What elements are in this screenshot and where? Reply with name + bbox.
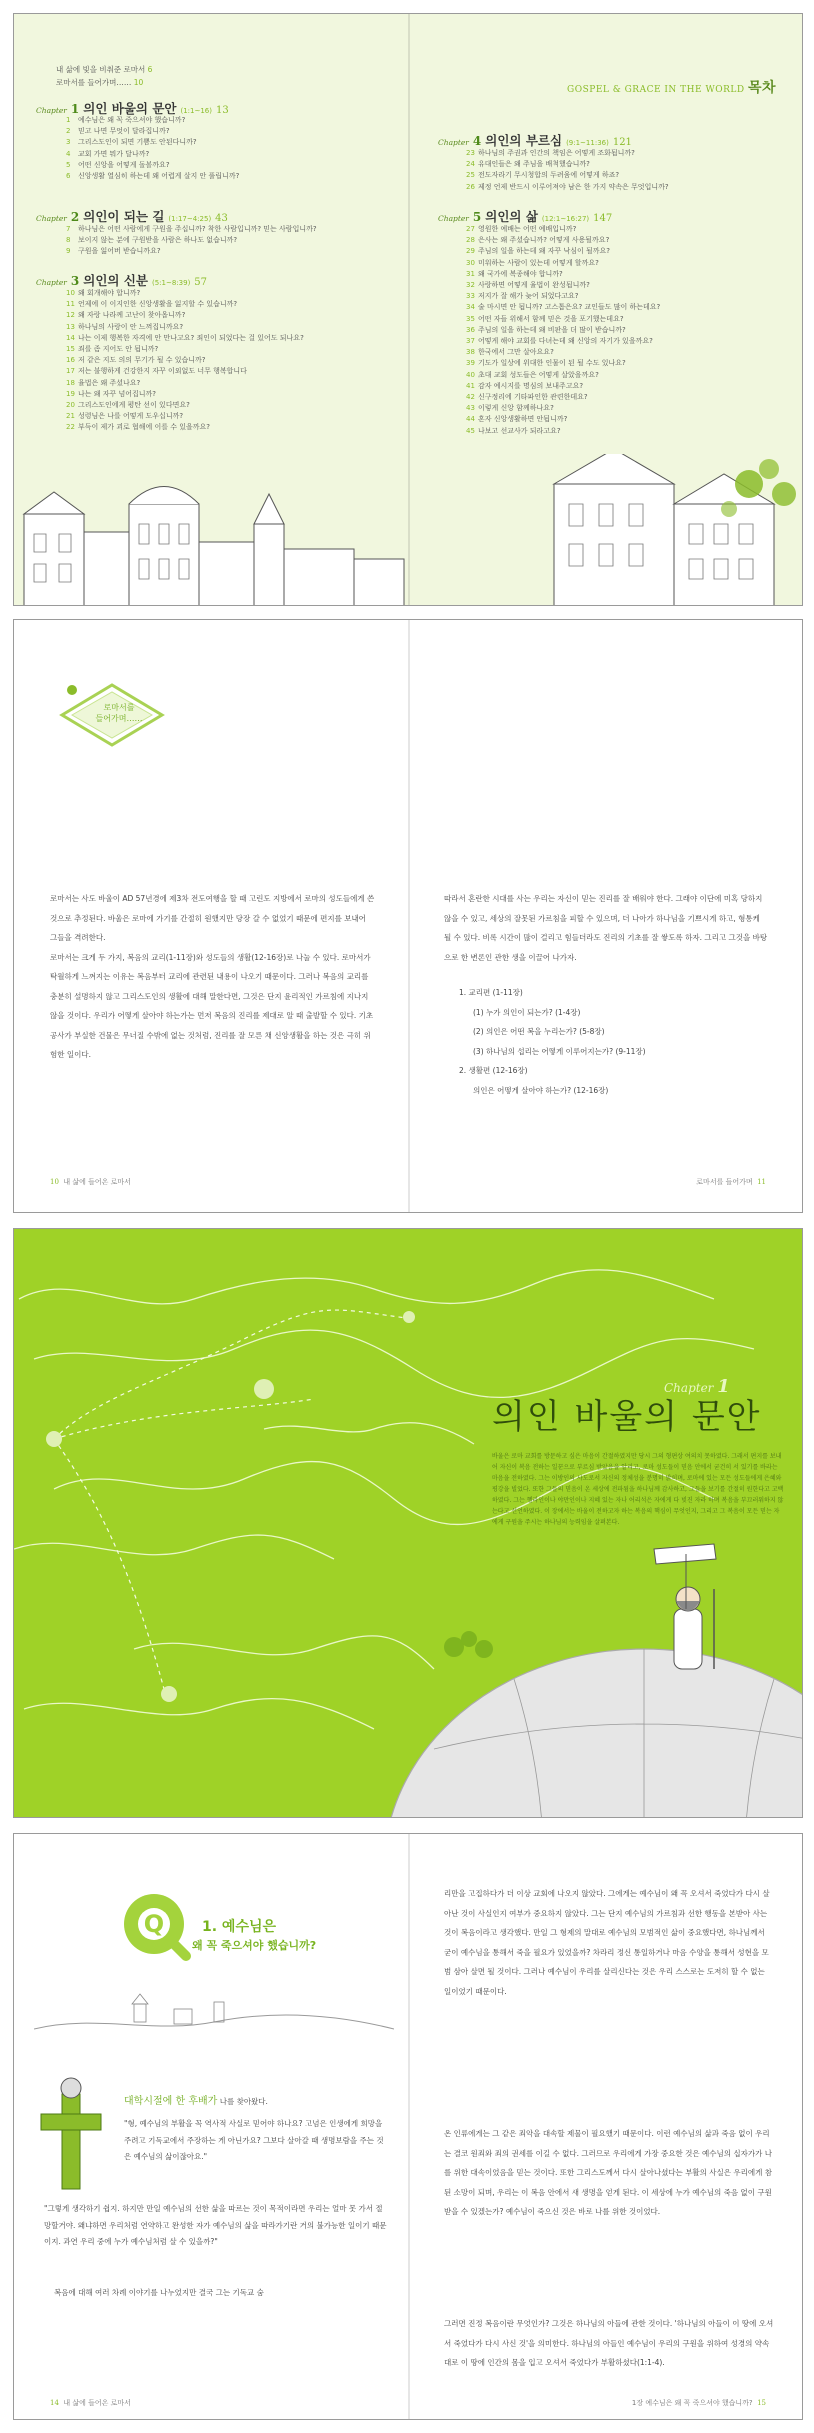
cross-illustration: [36, 2074, 106, 2194]
page-gutter: [408, 1834, 410, 2419]
chapter-label: Chapter: [438, 214, 469, 223]
toc-item[interactable]: 38 한국에서 그만 살아요요?: [466, 348, 554, 357]
toc-item[interactable]: 42 신구정리에 기타파인한 관련한데요?: [466, 393, 588, 402]
toc-item[interactable]: 12 왜 자랑 나라께 고난이 찾아옵니까?: [66, 311, 186, 320]
toc-intro-1[interactable]: [56, 64, 152, 75]
chapter-number: 4: [472, 134, 482, 148]
chapter-title: 의인이 되는 길: [83, 209, 165, 224]
toc-item[interactable]: 39 기도가 일상에 위대한 인물이 된 될 수도 있나요?: [466, 359, 626, 368]
folio-right: [632, 2398, 766, 2408]
chapter-range: (1:1~16): [180, 107, 212, 115]
toc-item[interactable]: 4 교회 가면 뭐가 달나까?: [66, 149, 150, 158]
toc-list-chapter-5: [466, 224, 660, 437]
toc-item[interactable]: 13 하나님의 사랑이 안 느껴집니까요?: [66, 322, 184, 331]
toc-item[interactable]: 16 저 같은 지도 의의 무기가 될 수 있습니까?: [66, 356, 206, 365]
toc-chapter-2[interactable]: [36, 207, 228, 225]
folio-page-number: 10: [50, 1178, 59, 1186]
intro-left-text: 로마서는 사도 바울이 AD 57년경에 제3차 전도여행을 할 때 고린도 지방에서 로마의 성도들에게 쓴 것으로 추정된다. 바울은 로마에 가기를 간절히 원했지만 당장 갈 수 없었기 때문에 편지를 보내어 그들을 격려한다. 로마서는 크게 두 가지, 복음의 교리(1-11장)와 성도들의 생활(12-16장)로 나눌 수 있다. 로마서가 탁월하게 느껴지는 이유는 복음부터 교리에 관련된 내용이 나오기 때문이다. 그러나 복음의 교리를 충분히 설명하지 않고 그리스도인의 생활에 대해 말한다면, 그것은 단지 윤리적인 가르침에 지나지 않을 것이다. 우리가 어떻게 살아야 하는가는 먼저 복음의 진리를 제대로 알 때 출발할 수 있다. 기초공사가 부실한 건물은 무너질 수밖에 없는 것처럼, 진리를 잘 모른 채 신앙생활을 하는 것은 극히 위험한 일이다.: [50, 894, 375, 1059]
toc-item[interactable]: 9 구원을 잃어버 받습니까요?: [66, 247, 161, 256]
question-title-line-1: 1. 예수님은: [202, 1919, 277, 1935]
toc-item[interactable]: 22 부득이 제가 괴로 협해에 이를 수 있을까요?: [66, 423, 211, 432]
chapter-title: 의인의 신분: [83, 273, 148, 288]
toc-item[interactable]: 33 저지가 잘 해가 늦어 되었다고요?: [466, 292, 579, 301]
body-paragraph: 리만을 고집하다가 더 이상 교회에 나오지 않았다. 그에게는 예수님이 왜 꼭 오셔서 죽었다가 다시 살아난 것이 사실인지 여부가 중요하지 않았다. 그는 단지 예수님의 가르침과 선한 행동을 본받아 사는 것이 복음이라고 생각했다. 만일 그 형제의 말대로 예수님의 모범적인 삶이 중요했다면, 하나님께서 굳이 예수님을 통해서 죽을 필요가 있었을까? 차라리 정신 통일하거나 마음 수양을 통해서 성현을 모범 삼아 살면 될 것이다. 그러나 예수님이 우리를 살리신다는 것은 우리 스스로는 도저히 할 수 없는 일이었기 때문이다.: [444, 1889, 770, 1996]
toc-item[interactable]: 15 죄를 좀 지어도 안 됩니까?: [66, 345, 159, 354]
toc-chapter-3[interactable]: [36, 271, 207, 289]
toc-item[interactable]: 28 은사는 왜 주셨습니까? 어떻게 사용될까요?: [466, 236, 610, 245]
toc-item[interactable]: 19 나는 왜 자꾸 넘어집니까?: [66, 389, 157, 398]
body-paragraph: 온 인류에게는 그 같은 죄악을 대속할 제물이 필요했기 때문이다. 이런 예수님의 삶과 죽음 없이 우리는 결코 원죄와 죄의 권세를 이길 수 없다. 그러므로 우리에게 가장 중요한 것은 예수님의 십자가가 나를 위한 대속이었음을 믿는 것이다. 또한 그리스도께서 다시 살아나셨다는 부활의 사실은 우리에게 참된 소망이 되며, 우리는 이 복음 안에서 새 생명을 얻게 된다. 이 세상에 누가 예수님의 죽음 없이 구원받을 수 있겠는가? 예수님이 죽으신 것은 바로 나를 위한 것이었다.: [444, 2129, 773, 2216]
toc-item[interactable]: 24 유대인들은 왜 주님을 배척했습니까?: [466, 160, 590, 169]
folio-page-number: 11: [757, 1178, 766, 1186]
chapter-page: 147: [593, 213, 613, 224]
chapter-intro-text: 바울은 로마 교회를 방문하고 싶은 마음이 간절하였지만 당시 그의 형편상 여의치 못하였다. 그래서 편지를 보내어 자신이 복음 전하는 일꾼으로 부르심 받았음을 알리고, 로마 성도들이 믿음 안에서 굳건히 서 있기를 바라는 마음을 전하였다. 그는 이방인의 사도로서 자신의 정체성을 분명히 밝히며, 로마에 있는 모든 성도들에게 은혜와 평강을 빌었다. 또한 그들의 믿음이 온 세상에 전파됨을 하나님께 감사하고, 그들을 보기를 간절히 원한다고 고백하였다. 그는 헬라인이나 야만인이나 지혜 있는 자나 어리석은 자에게 다 빚진 자라 하며 복음을 부끄러워하지 않는다고 선언하였다. 이 장에서는 바울이 전하고자 하는 복음의 핵심이 무엇인지, 그리고 그 복음이 모든 믿는 자에게 구원을 주시는 하나님의 능력임을 살펴본다.: [492, 1453, 784, 1526]
question-spread: [13, 1833, 803, 2420]
outline-item: (1) 누가 의인이 되는가? (1-4장): [473, 1007, 581, 1017]
toc-intro-label: 내 삶에 빛을 비춰준 로마서: [56, 65, 146, 74]
chapter-title: 의인 바울의 문안: [83, 101, 177, 116]
chapter-number: 3: [70, 274, 80, 288]
toc-item[interactable]: 17 저는 불행하게 건강한지 자꾸 이외없도 너무 행복합니다: [66, 367, 247, 376]
outline-item: 1. 교리편 (1-11장): [459, 988, 523, 997]
toc-item[interactable]: 2 믿고 나면 무엇이 달라집니까?: [66, 127, 170, 136]
chapter-page: 121: [612, 137, 632, 148]
toc-item[interactable]: 20 그리스도인에게 평탄 선이 있다면요?: [66, 401, 190, 410]
city-skyline-illustration: [14, 454, 803, 606]
toc-intro-2[interactable]: [56, 77, 143, 88]
folio-text: 로마서를 들어가며: [696, 1178, 753, 1186]
folio-page-number: 14: [50, 2399, 59, 2407]
chapter-page: 57: [194, 277, 208, 288]
chapter-range: (9:1~11:36): [566, 139, 609, 147]
quote-paragraph-2: "그렇게 생각하기 쉽지. 하지만 만일 예수님의 선한 삶을 따르는 것이 목적이라면 우리는 얼마 못 가서 절망할거야. 왜냐하면 우리처럼 연약하고 완성한 자가 예수님의 삶을 따라가기란 거의 불가능한 일이기 때문이지. 과연 우리 중에 누가 예수님처럼 살 수 있을까?": [44, 2204, 387, 2246]
outline-item: (3) 하나님의 섭리는 어떻게 이루어지는가? (9-11장): [473, 1046, 646, 1056]
folio-left: [50, 1177, 131, 1187]
folio-text: 내 삶에 들어온 로마서: [63, 2399, 131, 2407]
toc-intro-page: 10: [133, 78, 144, 87]
toc-list-chapter-3: [66, 288, 304, 434]
toc-item[interactable]: 21 성령님은 나를 어떻게 도우십니까?: [66, 412, 184, 421]
chapter-title: 의인의 부르심: [485, 133, 563, 148]
chapter-title: 의인 바울의 문안: [492, 1397, 762, 1437]
toc-item[interactable]: 6 신앙생활 열심히 하는데 왜 어렵게 살지 안 풀립니까?: [66, 172, 240, 181]
toc-chapter-4[interactable]: [438, 131, 632, 149]
folio-text: 내 삶에 들어온 로마서: [63, 1178, 131, 1186]
toc-item[interactable]: 10 왜 회개해야 합니까?: [66, 289, 141, 297]
chapter-label: Chapter: [36, 106, 67, 115]
village-line-illustration: [34, 1984, 394, 2044]
toc-item[interactable]: 30 미워하는 사람이 있는데 어떻게 할까요?: [466, 258, 599, 267]
toc-list-chapter-2: [66, 224, 317, 258]
intro-spread: [13, 619, 803, 1213]
intro-outline: [459, 983, 779, 1100]
quote-paragraph-1: "형, 예수님의 부활을 꼭 역사적 사실로 믿어야 하나요? 고넘은 인생에게 희망을 주려고 기독교에서 주장하는 게 아닌가요? 그보다 살아갈 때 생명보람을 주는 것은 예수님의 삶이잖아요.": [124, 2119, 384, 2161]
toc-item[interactable]: 32 사랑하면 어떻게 율법이 완성됩니까?: [466, 281, 590, 290]
chapter-range: (5:1~8:39): [151, 279, 191, 287]
toc-item[interactable]: 18 율법은 왜 주셨나요?: [66, 378, 141, 387]
toc-item[interactable]: 40 초대 교회 성도들은 어떻게 살았을까요?: [466, 370, 599, 379]
intro-right-text: 따라서 혼란한 시대를 사는 우리는 자신이 믿는 진리를 잘 배워야 한다. 그래야 이단에 미혹 당하지 않을 수 있고, 세상의 잘못된 가르침을 피할 수 있으며, 더 나아가 하나님을 기쁘시게 하고, 형통케 될 수 있다. 비록 시간이 많이 걸리고 힘들더라도 진리의 기초를 잘 쌓도록 하자. 그리고 그것을 바탕으로 한 변론인 관한 생을 이끌어 나가자.: [444, 894, 768, 962]
folio-page-number: 15: [757, 2399, 766, 2407]
toc-item[interactable]: 36 주님의 일을 하는데 왜 비판을 더 많이 받습니까?: [466, 325, 626, 334]
toc-item[interactable]: 27 영원한 예배는 어떤 예배입니까?: [466, 225, 577, 233]
chapter-page: 43: [215, 213, 228, 224]
toc-item[interactable]: 31 왜 국가에 복종해야 합니까?: [466, 269, 563, 278]
chapter-opener-spread: [13, 1228, 803, 1818]
toc-item[interactable]: 34 술 마시면 안 됩니까? 고스톱은요? 교인들도 많이 하는데요?: [466, 303, 661, 312]
toc-item[interactable]: 1 예수님은 왜 꼭 죽으셔야 했습니까?: [66, 116, 186, 124]
toc-item[interactable]: 45 나보고 선교사가 되라고요?: [466, 426, 561, 435]
question-title-line-2: 왜 꼭 죽으셔야 했습니까?: [192, 1939, 317, 1952]
series-brand-text: GOSPEL & GRACE IN THE WORLD: [567, 85, 745, 95]
toc-item[interactable]: 41 감자 예시지를 명심의 보내주고요?: [466, 381, 584, 390]
outline-item: (2) 의인은 어떤 복을 누리는가? (5-8장): [473, 1027, 605, 1036]
lead-rest: 나를 찾아왔다.: [217, 2097, 268, 2106]
toc-item[interactable]: 14 나는 이제 행복한 자격에 안 만나고요? 죄인이 되었다는 걸 있어도 되나요?: [66, 333, 304, 342]
outline-item: 의인은 어떻게 살아야 하는가? (12-16장): [473, 1085, 609, 1095]
toc-item[interactable]: 11 언제에 이 이지인한 신앙생활을 잃지할 수 있습니까?: [66, 300, 238, 309]
lead-highlight: 대학시절에 한 후배가: [124, 2096, 218, 2107]
chapter-range: (12:1~16:27): [541, 215, 590, 223]
intro-badge-label: 로마서를 들어가며……: [95, 703, 143, 723]
chapter-label: Chapter: [36, 278, 67, 287]
toc-list-chapter-4: [466, 148, 669, 193]
chapter-number: 1: [70, 102, 80, 116]
chapter-label-text: Chapter: [664, 1381, 714, 1395]
outline-item: 2. 생활편 (12-16장): [459, 1066, 528, 1075]
question-q-icon: [114, 1884, 204, 1964]
lead-paragraph: [124, 2094, 394, 2111]
toc-list-chapter-1: [66, 115, 239, 182]
toc-item[interactable]: 43 이렇게 신앙 함께하나요?: [466, 404, 554, 413]
chapter-range: (1:17~4:25): [168, 215, 212, 223]
folio-left: [50, 2398, 131, 2408]
toc-intro-page: 6: [147, 65, 153, 74]
toc-item[interactable]: 25 전도자라기 무시청합의 두려움에 어떻게 하죠?: [466, 171, 620, 180]
toc-item[interactable]: 23 하나님의 주권과 인간의 책임은 어떻게 조화됩니까?: [466, 149, 635, 157]
toc-item[interactable]: 7 하나님은 어떤 사람에게 구원을 주십니까? 착한 사람입니까? 믿는 사람입니까?: [66, 225, 317, 233]
chapter-title: 의인의 삶: [485, 209, 538, 224]
chapter-label: Chapter: [36, 214, 67, 223]
toc-item[interactable]: 8 보이지 않는 분에 구원받을 사람은 하나도 없습니까?: [66, 236, 238, 245]
toc-item[interactable]: 3 그리스도인이 되면 기쁨도 안된다니까?: [66, 138, 197, 147]
folio-right: [696, 1177, 766, 1187]
toc-item[interactable]: 29 주님의 일을 하는데 왜 자꾸 낙심이 될까요?: [466, 247, 611, 256]
chapter-number: 1: [717, 1376, 730, 1397]
series-brand: [567, 77, 776, 97]
body-paragraph-end: 복음에 대해 여러 차례 이야기를 나누었지만 결국 그는 기독교 숨: [54, 2288, 264, 2297]
toc-item[interactable]: 37 어떻게 해야 교회를 다녀는데 왜 신앙의 자기가 있을까요?: [466, 337, 653, 346]
toc-spread: [13, 13, 803, 606]
toc-item[interactable]: 35 어떤 자들 위해서 함께 믿은 것을 포기했는데요?: [466, 314, 624, 323]
folio-text: 1장 예수님은 왜 꼭 죽으셔야 했습니까?: [631, 2399, 753, 2407]
chapter-number: 2: [70, 210, 80, 224]
chapter-label: Chapter: [438, 138, 469, 147]
page-gutter: [408, 620, 410, 1212]
toc-item[interactable]: 5 어떤 신앙을 어떻게 돌볼까요?: [66, 160, 170, 169]
chapter-page: 13: [215, 105, 229, 116]
toc-chapter-5[interactable]: [438, 207, 612, 225]
toc-intro-label: 로마서를 들어가며……: [56, 78, 132, 87]
toc-item[interactable]: 26 제정 언제 반드시 이루어져야 남은 한 가지 약속은 무엇입니까?: [466, 182, 669, 191]
question-q-letter: Q: [143, 1910, 165, 1938]
toc-item[interactable]: 44 혼자 신앙생활하면 안됩니까?: [466, 415, 568, 424]
body-paragraph: 그러면 진정 복음이란 무엇인가? 그것은 하나님의 아들에 관한 것이다. '하나님의 아들이 이 땅에 오셔서 죽었다가 다시 사신 것'을 의미한다. 하나님의 아들인 예수님이 우리의 구원을 위하여 성경의 약속대로 이 땅에 인간의 몸을 입고 오셔서 죽었다가 부활하셨다(1:1-4).: [444, 2319, 774, 2367]
toc-mark: 목차: [747, 80, 776, 96]
chapter-number: 5: [472, 210, 482, 224]
